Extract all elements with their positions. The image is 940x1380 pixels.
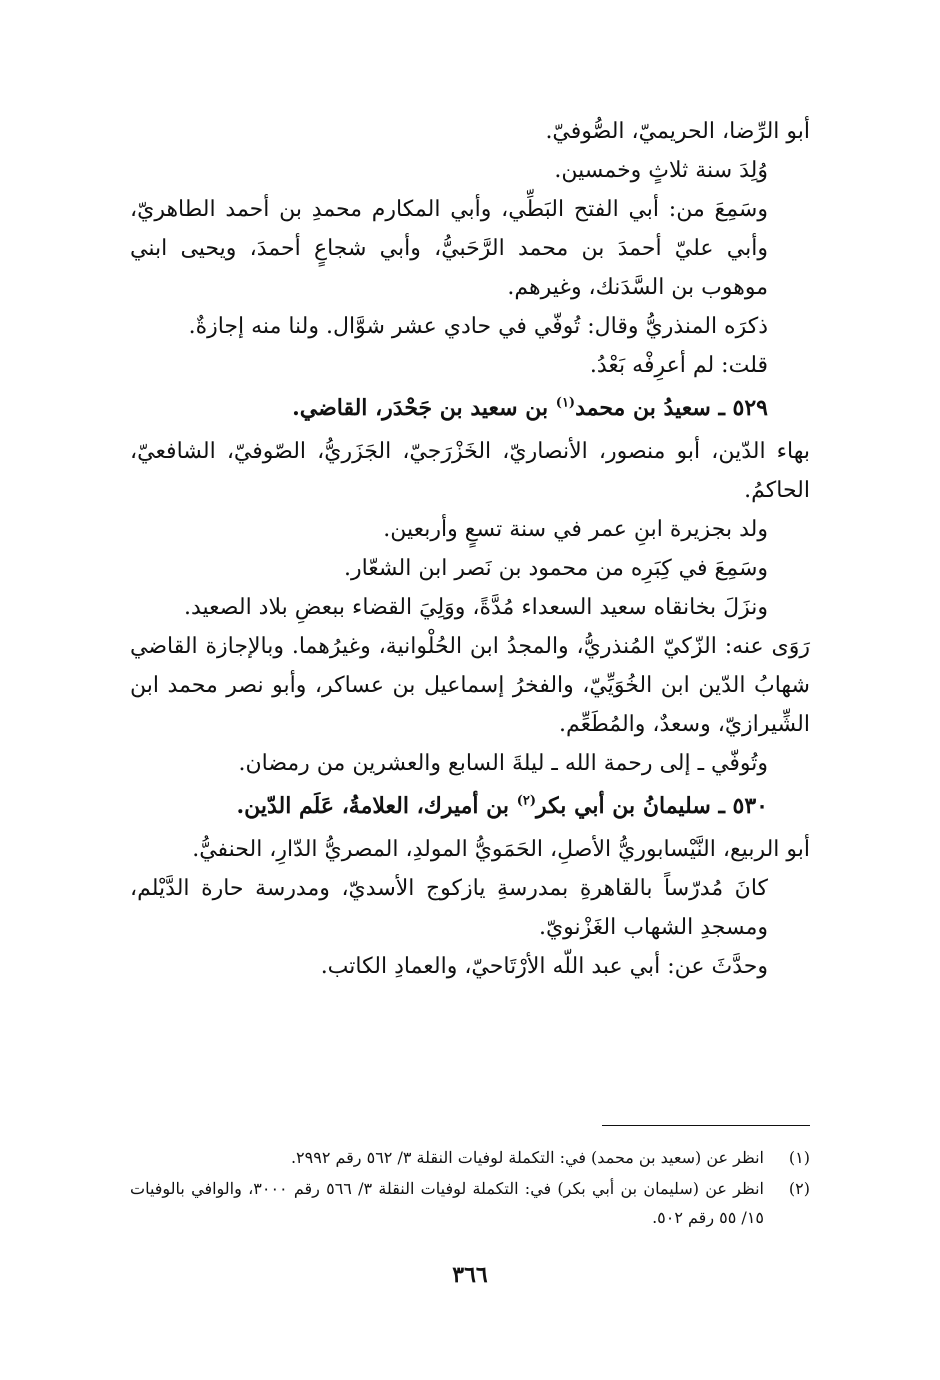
entry-name-rest: بن أميرك، العلامةُ، عَلَم الدّين. (236, 793, 510, 819)
text-line: ذكرَه المنذريُّ وقال: تُوفّي في حادي عشر شوَّال. ولنا منه إجازةٌ. (188, 314, 768, 339)
page-number: ٣٦٦ (452, 1262, 488, 1288)
text-line: وتُوفّي ـ إلى رحمة الله ـ ليلةَ السابع والعشرين من رمضان. (238, 751, 768, 776)
footnotes (130, 1143, 810, 1234)
footnote-ref: (١) (555, 395, 576, 411)
footnote (130, 1174, 810, 1232)
text-line: أبو الربيع، النَّيْسابوريُّ الأصلِ، الحَمَويُّ المولدِ، المصريُّ الدّارِ، الحنفيُّ. (192, 837, 810, 862)
text-line: قلت: لم أعرِفْه بَعْدُ. (589, 353, 768, 378)
main-text (130, 112, 810, 986)
text-line: ونزَلَ بخانقاه سعيد السعداء مُدَّةً، ووَلِيَ القضاء ببعضِ بلاد الصعيد. (184, 595, 768, 620)
footnote-number: (٢) (788, 1179, 810, 1198)
entry-name: سليمانُ بن أبي بكر (536, 793, 711, 819)
text-line: وُلِدَ سنة ثلاثٍ وخمسين. (554, 158, 768, 183)
footnote-divider (602, 1125, 810, 1126)
footnote (130, 1143, 810, 1172)
entry-number: ٥٣٠ ـ (718, 793, 768, 819)
text-line: وحدَّثَ عن: أبي عبد اللّه الأرْتَاحيّ، والعمادِ الكاتب. (320, 954, 768, 979)
text-paragraph: بهاء الدّين، أبو منصور، الأنصاريّ، الخَزْرَجيّ، الجَزَريُّ، الصّوفيّ، الشافعيّ، الحاكمُ. (130, 439, 810, 503)
footnote-text: انظر عن (سليمان بن أبي بكر) في: التكملة لوفيات النقلة ٣/ ٥٦٦ رقم ٣٠٠٠، والوافي بالوفيات ١٥/ ٥٥ رقم ٥٠٢. (130, 1179, 764, 1227)
entry-name-rest: بن سعيد بن جَحْدَر، القاضي. (292, 395, 549, 421)
footnote-number: (١) (788, 1148, 810, 1167)
text-line: ولد بجزيرة ابنِ عمر في سنة تسعٍ وأربعين. (383, 517, 768, 542)
text-paragraph: وسَمِعَ من: أبي الفتح البَطِّي، وأبي المكارم محمدِ بن أحمد الطاهريّ، وأبي عليّ أحمدَ بن محمد الرَّحَبيُّ، وأبي شجاعٍ أحمدَ، ويحيى ابني موهوب بن السَّدَنك، وغيرهم. (130, 197, 768, 300)
entry-529-title (130, 389, 810, 428)
entry-530-title (130, 787, 810, 826)
text-paragraph: كانَ مُدرّساً بالقاهرةِ بمدرسةِ يازكوج الأسديّ، ومدرسة حارة الدَّيْلم، ومسجدِ الشهاب الغَزْنويّ. (130, 876, 768, 940)
text-paragraph: رَوَى عنه: الزّكيّ المُنذريُّ، والمجدُ ابن الحُلْوانية، وغيرُهما. وبالإجازة القاضي شهابُ الدّين ابن الخُوَيِّيّ، والفخرُ إسماعيل بن عساكر، وأبو نصر محمد ابن الشِّيرازيّ، وسعدٌ، والمُطَعِّم. (130, 634, 810, 737)
entry-number: ٥٢٩ ـ (718, 395, 768, 421)
text-line: أبو الرِّضا، الحريميّ، الصُّوفيّ. (545, 119, 810, 144)
entry-name: سعيدُ بن محمد (575, 395, 711, 421)
footnote-ref: (٢) (516, 793, 536, 809)
text-line: وسَمِعَ في كِبَرِه من محمود بن نَصر ابن الشعّار. (343, 556, 768, 581)
footnote-text: انظر عن (سعيد بن محمد) في: التكملة لوفيات النقلة ٣/ ٥٦٢ رقم ٢٩٩٢. (290, 1148, 764, 1167)
